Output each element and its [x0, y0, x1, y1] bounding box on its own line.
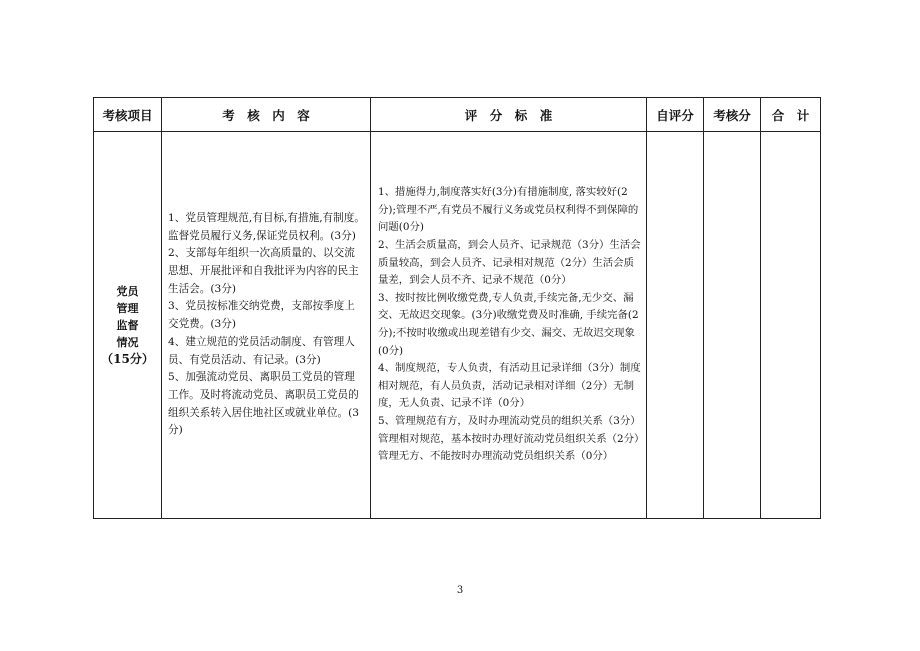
content-line: 2、支部每年组织一次高质量的、以交流思想、开展批评和自我批评为内容的民主生活会。(3分) — [168, 247, 359, 295]
criteria-line: 3、按时按比例收缴党费,专人负责,手续完备,无少交、漏交、无故迟交现象。(3分)收缴党费及时准确, 手续完备(2分);不按时收缴或出现差错有少交、漏交、无故迟交现象(0分) — [378, 291, 639, 357]
assessment-table — [93, 97, 821, 519]
criteria-line: 2、生活会质量高，到会人员齐、记录规范（3分）生活会质量较高，到会人员齐、记录相对规范（2分）生活会质量差，到会人员不齐、记录不规范（0分） — [378, 239, 641, 287]
criteria-cell — [371, 132, 647, 519]
content-line: 5、加强流动党员、离职员工党员的管理工作。及时将流动党员、离职员工党员的组织关系转入居住地社区或就业单位。(3分) — [168, 371, 359, 437]
item-line: 党员 — [116, 284, 139, 298]
item-line: 管理 — [116, 301, 139, 315]
content-line: 3、党员按标准交纳党费，支部按季度上交党费。(3分) — [168, 300, 355, 331]
header-review-score: 考核分 — [704, 98, 761, 132]
page-number: 3 — [456, 585, 464, 596]
header-row — [94, 98, 821, 132]
review-score-cell[interactable] — [704, 132, 761, 519]
header-total: 合 计 — [761, 98, 821, 132]
content-line: 4、建立规范的党员活动制度、有管理人员、有党员活动、有记录。(3分) — [168, 335, 355, 366]
header-self-score: 自评分 — [647, 98, 704, 132]
header-criteria: 评 分 标 准 — [371, 98, 647, 132]
criteria-line: 5、管理规范有方，及时办理流动党员的组织关系（3分）管理相对规范，基本按时办理好流动党员组织关系（2分）管理无方、不能按时办理流动党员组织关系（0分） — [378, 414, 641, 463]
header-content: 考 核 内 容 — [162, 98, 371, 132]
item-cell — [94, 132, 162, 519]
item-line: 监督 — [116, 318, 139, 332]
content-line: 1、党员管理规范,有目标,有措施,有制度。监督党员履行义务,保证党员权利。(3分) — [168, 211, 365, 242]
criteria-line: 4、制度规范，专人负责，有活动且记录详细（3分）制度相对规范，有人员负责，活动记录相对详细（2分）无制度，无人负责、记录不详（0分） — [378, 362, 641, 410]
self-score-cell[interactable] — [647, 132, 704, 519]
criteria-line: 1、措施得力,制度落实好(3分)有措施制度, 落实较好(2分);管理不严,有党员不履行义务或党员权利得不到保障的问题(0分) — [378, 186, 639, 234]
content-cell — [162, 132, 371, 519]
item-line: 情况 — [116, 335, 139, 349]
table-row — [94, 132, 821, 519]
total-cell[interactable] — [761, 132, 821, 519]
header-item: 考核项目 — [94, 98, 162, 132]
item-score: （15分） — [101, 351, 154, 366]
